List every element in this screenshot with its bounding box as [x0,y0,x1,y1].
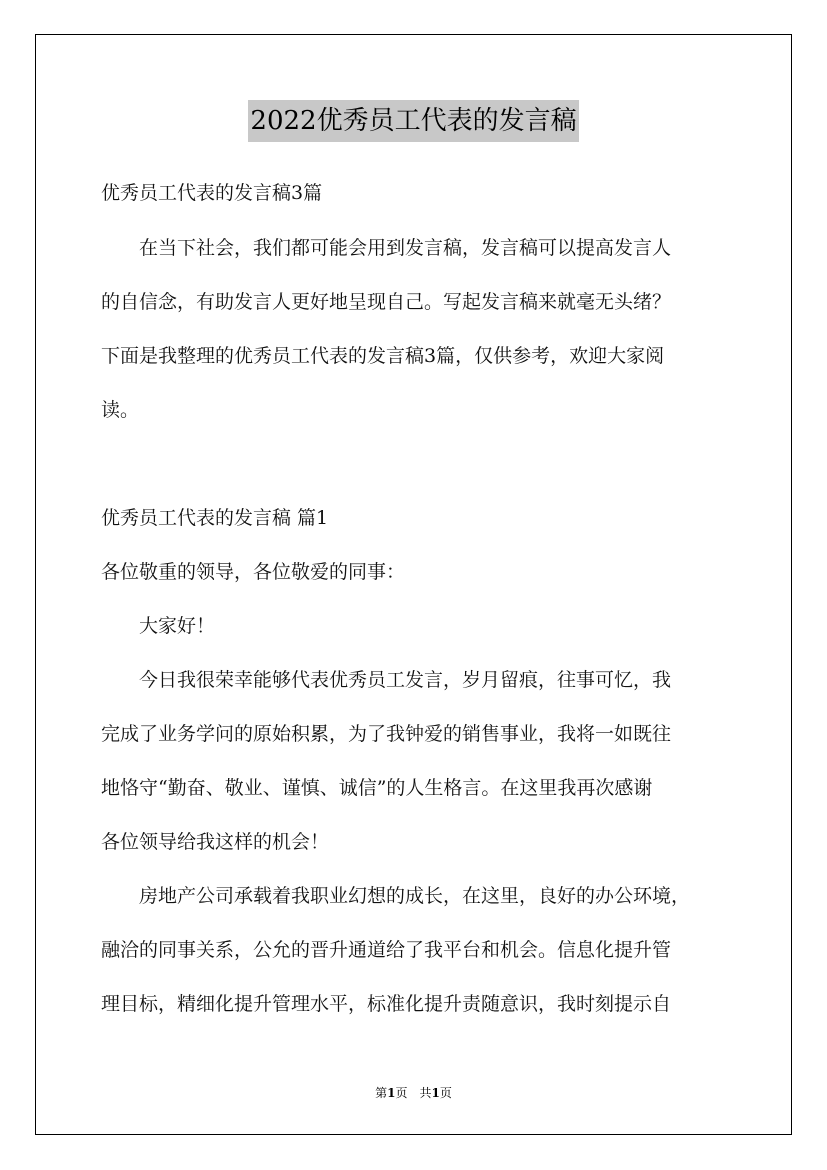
text-line: 理目标，精细化提升管理水平，标准化提升责随意识，我时刻提示自 [101,993,672,1015]
text-line: 今日我很荣幸能够代表优秀员工发言，岁月留痕，往事可忆，我 [101,669,672,691]
page-footer [0,1084,827,1101]
footer-prefix: 第 [375,1086,388,1100]
body-paragraph [101,665,741,881]
text-line: 在当下社会，我们都可能会用到发言稿，发言稿可以提高发言人 [101,237,672,259]
text-line: 地恪守“勤奋、敬业、谨慎、诚信”的人生格言。在这里我再次感谢 [101,777,653,799]
text-line: 大家好！ [101,615,216,637]
salutation [101,557,741,611]
text-line: 优秀员工代表的发言稿 篇1 [101,507,329,529]
document-title: 2022优秀员工代表的发言稿 [248,100,578,142]
section-heading [101,503,741,557]
total-pages-number: 1 [431,1086,440,1100]
text-line: 优秀员工代表的发言稿3篇 [101,182,323,204]
text-line: 各位领导给我这样的机会！ [101,831,330,853]
footer-mid: 页 共 [395,1086,432,1100]
body-paragraph [101,881,741,1043]
text-line: 下面是我整理的优秀员工代表的发言稿3篇，仅供参考，欢迎大家阅 [101,345,665,367]
footer-suffix: 页 [439,1086,452,1100]
text-line: 读。 [101,399,140,421]
text-line: 的自信念，有助发言人更好地呈现自己。写起发言稿来就毫无头绪？ [101,291,672,313]
intro-paragraph [101,233,741,449]
title-container [0,100,827,142]
text-line: 融洽的同事关系，公允的晋升通道给了我平台和机会。信息化提升管 [101,939,672,961]
text-line: 完成了业务学问的原始积累，为了我钟爱的销售事业，我将一如既往 [101,723,672,745]
greeting [101,611,741,665]
text-line: 各位敬重的领导，各位敬爱的同事： [101,561,406,583]
subtitle-paragraph [101,178,741,232]
current-page-number: 1 [387,1086,396,1100]
text-line: 房地产公司承载着我职业幻想的成长，在这里，良好的办公环境， [101,885,691,907]
